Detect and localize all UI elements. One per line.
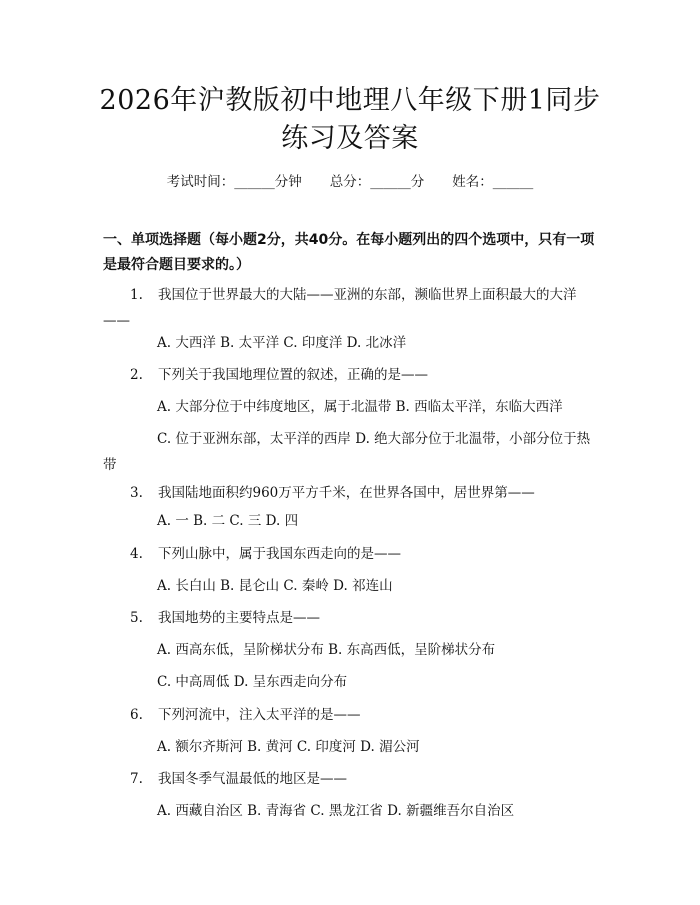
question-text: 我国陆地面积约960万平方千米，在世界各国中，居世界第——: [158, 485, 535, 501]
question-text: 我国冬季气温最低的地区是——: [158, 771, 347, 787]
question-text: 下列河流中，注入太平洋的是——: [158, 707, 361, 723]
exam-info: [0, 170, 700, 190]
question-text: 我国地势的主要特点是——: [158, 610, 320, 626]
question-number: 6.: [130, 707, 143, 723]
page-title: 2026年沪教版初中地理八年级下册1同步练习及答案: [99, 85, 601, 154]
question-text: 我国位于世界最大的大陆——亚洲的东部，濒临世界上面积最大的大洋——: [103, 287, 577, 329]
total-score-field: 总分：______分: [329, 174, 425, 190]
question-5-options-line-1: A. 西高东低，呈阶梯状分布 B. 东高西低，呈阶梯状分布: [157, 642, 496, 658]
question-6-options: A. 额尔齐斯河 B. 黄河 C. 印度河 D. 湄公河: [157, 739, 420, 755]
exam-time-field: 考试时间：______分钟: [166, 174, 302, 190]
section-heading: 一、单项选择题（每小题2分，共40分。在每小题列出的四个选项中，只有一项是最符合题目要求的。）: [103, 232, 595, 273]
question-number: 1.: [130, 287, 143, 303]
question-1-options: A. 大西洋 B. 太平洋 C. 印度洋 D. 北冰洋: [157, 335, 407, 351]
question-2-options-line-1: A. 大部分位于中纬度地区，属于北温带 B. 西临太平洋，东临大西洋: [157, 399, 563, 415]
question-number: 4.: [130, 546, 143, 562]
question-2-options-line-2: C. 位于亚洲东部，太平洋的西岸 D. 绝大部分位于北温带，小部分位于热带: [103, 431, 591, 473]
student-name-field: 姓名：______: [452, 174, 534, 190]
question-4: [103, 541, 597, 567]
question-6: [103, 702, 597, 728]
question-text: 下列山脉中，属于我国东西走向的是——: [158, 546, 401, 562]
question-number: 3.: [130, 485, 143, 501]
question-2: [103, 362, 597, 388]
question-7-options: A. 西藏自治区 B. 青海省 C. 黑龙江省 D. 新疆维吾尔自治区: [157, 803, 515, 819]
question-4-options: A. 长白山 B. 昆仑山 C. 秦岭 D. 祁连山: [157, 578, 393, 594]
question-3-options: A. 一 B. 二 C. 三 D. 四: [157, 513, 299, 529]
question-text: 下列关于我国地理位置的叙述，正确的是——: [158, 367, 428, 383]
question-1: [103, 282, 597, 334]
question-5: [103, 605, 597, 631]
question-number: 5.: [130, 610, 143, 626]
question-5-options-line-2: C. 中高周低 D. 呈东西走向分布: [157, 674, 348, 690]
question-number: 7.: [130, 771, 143, 787]
question-7: [103, 766, 597, 792]
question-number: 2.: [130, 367, 143, 383]
question-3: [103, 480, 597, 506]
